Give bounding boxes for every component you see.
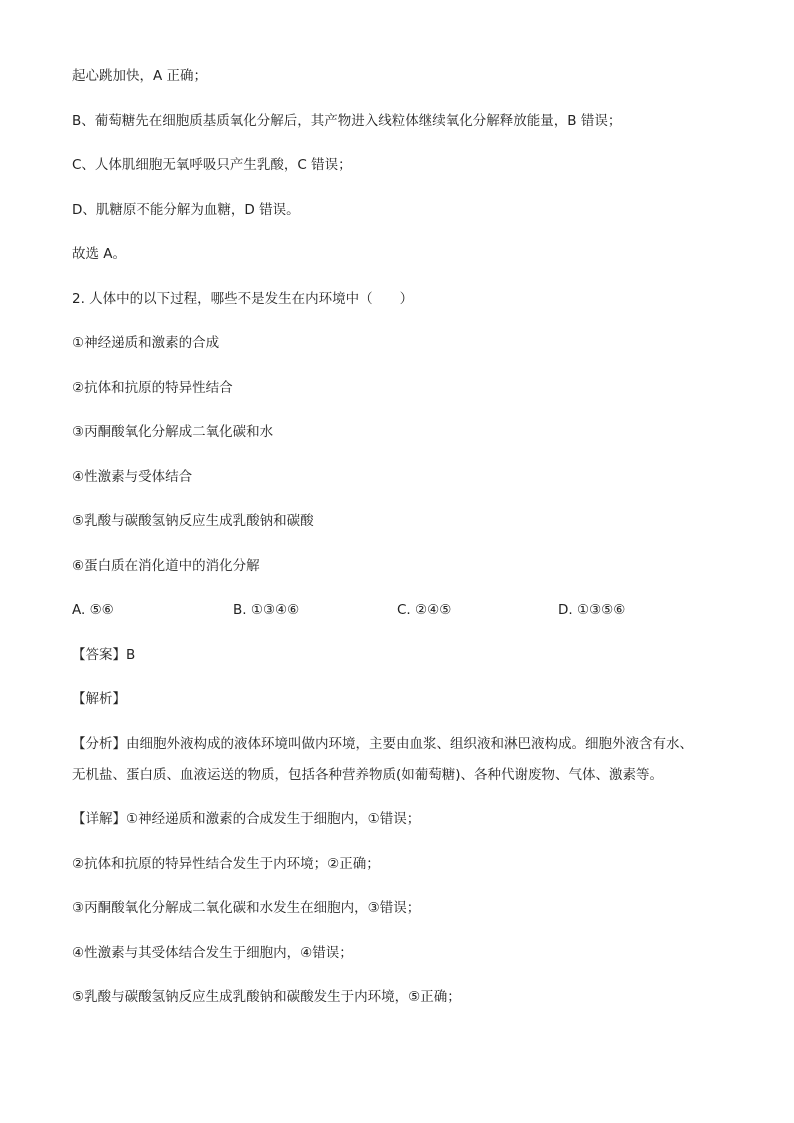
text-line: B、葡萄糖先在细胞质基质氧化分解后，其产物进入线粒体继续氧化分解释放能量，B 错误； [72,113,622,129]
question-item: ④性激素与受体结合 [72,469,193,485]
detail-tag: 【详解】 [72,811,126,827]
question-item: ③丙酮酸氧化分解成二氧化碳和水 [72,424,274,440]
detail-line: ②抗体和抗原的特异性结合发生于内环境；②正确； [72,856,380,872]
detail-text: ①神经递质和激素的合成发生于细胞内，①错误； [126,811,421,827]
option-a: A. ⑤⑥ [72,602,114,618]
question-item: ⑥蛋白质在消化道中的消化分解 [72,558,260,574]
answer-tag: 【答案】 [72,647,126,663]
option-b: B. ①③④⑥ [233,602,300,618]
analysis-heading: 【解析】 [72,691,126,707]
detail-line: ④性激素与其受体结合发生于细胞内，④错误； [72,945,353,961]
question-stem: 2. 人体中的以下过程，哪些不是发生在内环境中（ ） [72,291,414,307]
option-d: D. ①③⑤⑥ [558,602,626,618]
text-line: C、人体肌细胞无氧呼吸只产生乳酸，C 错误； [72,157,352,173]
detail-line [72,809,420,829]
detail-line: ③丙酮酸氧化分解成二氧化碳和水发生在细胞内，③错误； [72,900,421,916]
analysis-tag: 【分析】 [72,736,126,752]
text-line: D、肌糖原不能分解为血糖，D 错误。 [72,202,300,218]
text-line: 故选 A。 [72,246,127,262]
answer-options [72,600,732,620]
analysis-line: 无机盐、蛋白质、血液运送的物质，包括各种营养物质(如葡萄糖)、各种代谢废物、气体、激素等。 [72,767,664,783]
option-c: C. ②④⑤ [397,602,452,618]
answer-line [72,645,135,665]
text-line: 起心跳加快，A 正确； [72,68,208,84]
answer-value: B [126,647,136,663]
question-item: ①神经递质和激素的合成 [72,335,220,351]
analysis-line [72,734,693,754]
question-item: ②抗体和抗原的特异性结合 [72,380,233,396]
question-item: ⑤乳酸与碳酸氢钠反应生成乳酸钠和碳酸 [72,513,314,529]
analysis-text: 由细胞外液构成的液体环境叫做内环境，主要由血浆、组织液和淋巴液构成。细胞外液含有水、 [126,736,693,752]
detail-line: ⑤乳酸与碳酸氢钠反应生成乳酸钠和碳酸发生于内环境，⑤正确； [72,989,461,1005]
